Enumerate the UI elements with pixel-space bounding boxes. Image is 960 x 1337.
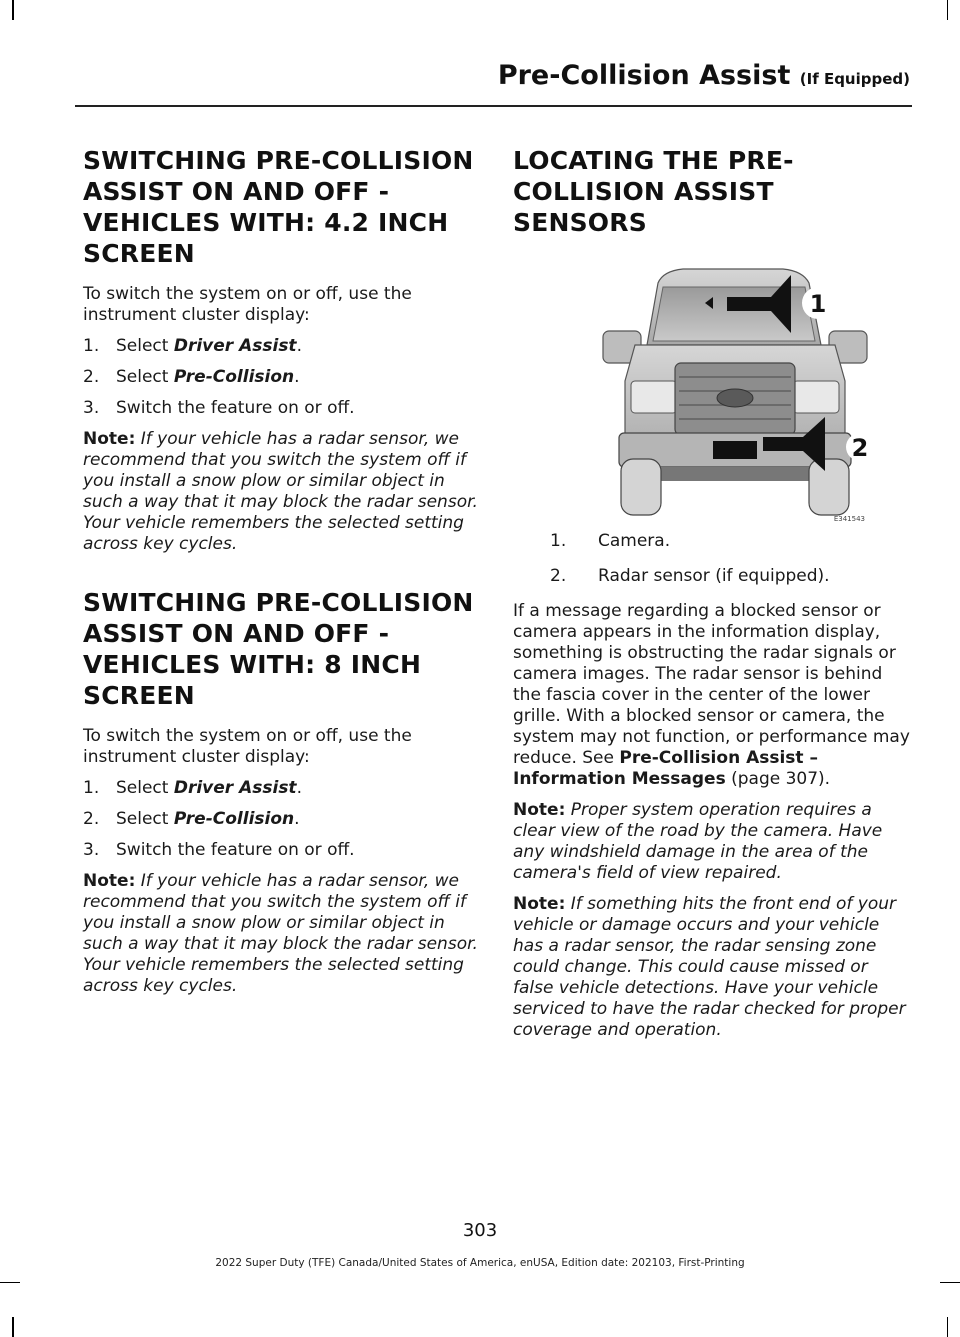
step-item [83, 778, 478, 799]
header-subtitle: (If Equipped) [799, 70, 910, 88]
note-label: Note: [83, 871, 136, 891]
step-suffix: . [296, 336, 302, 356]
note-text: If your vehicle has a radar sensor, we recommend that you switch the system off if you install a snow plow or similar object in such a way that it may block the radar sensor. Your vehicle remembers the selected setting across key cycles. [83, 429, 478, 554]
crop-mark [947, 0, 949, 20]
section-intro: To switch the system on or off, use the instrument cluster display: [83, 726, 412, 767]
note [83, 429, 478, 555]
callout-1: 1 [809, 290, 827, 318]
right-column [513, 145, 913, 1051]
step-number: 2. [83, 809, 100, 829]
footer-edition: 2022 Super Duty (TFE) Canada/United States of America, enUSA, Edition date: 202103, First-Printing [215, 1257, 745, 1269]
figure-legend [513, 531, 913, 587]
page-reference: (page 307). [725, 769, 831, 789]
step-item [83, 809, 478, 830]
menu-item-pre-collision: Pre-Collision [173, 367, 295, 387]
crop-mark [12, 0, 14, 20]
step-number: 3. [83, 840, 100, 860]
step-suffix: . [296, 778, 302, 798]
section-intro: To switch the system on or off, use the instrument cluster display: [83, 284, 412, 325]
menu-item-pre-collision: Pre-Collision [173, 809, 295, 829]
header-divider [75, 105, 912, 107]
note-label: Note: [513, 894, 566, 914]
step-text: Switch the feature on or off. [116, 840, 355, 860]
section-heading: LOCATING THE PRE-COLLISION ASSIST SENSORS [513, 146, 794, 237]
note [513, 800, 913, 884]
menu-item-driver-assist: Driver Assist [173, 336, 297, 356]
step-text: Select [116, 809, 174, 829]
crop-mark [940, 1282, 960, 1284]
steps-list [83, 778, 478, 861]
section-4-2-inch-screen [83, 145, 478, 555]
note-text: If something hits the front end of your vehicle or damage occurs and your vehicle has a radar sensor, the radar sensing zone could change. This could cause missed or false vehicle detections. Have your vehicle serviced to have the radar checked for proper coverage and operation. [513, 894, 906, 1040]
crop-mark [0, 1282, 20, 1284]
cross-reference-link[interactable]: Pre-Collision Assist – Information Messages [513, 748, 818, 789]
paragraph-text: If a message regarding a blocked sensor or camera appears in the information display, something is obstructing the radar signals or camera images. The radar sensor is behind the fascia cover in the center of the lower grille. With a blocked sensor or camera, the system may not function, or performance may reduce. See [513, 601, 910, 768]
crop-mark [947, 1317, 949, 1337]
crop-mark [12, 1317, 14, 1337]
blocked-sensor-paragraph [513, 601, 913, 790]
note-text: Proper system operation requires a clear view of the road by the camera. Have any windshield damage in the area of the camera's field of view repaired. [513, 800, 883, 883]
step-item [83, 840, 478, 861]
step-number: 1. [83, 336, 100, 356]
step-number: 2. [83, 367, 100, 387]
header-title: Pre-Collision Assist [497, 60, 791, 91]
step-item [83, 336, 478, 357]
legend-number: 2. [550, 566, 567, 586]
step-number: 1. [83, 778, 100, 798]
callout-2: 2 [851, 434, 869, 462]
legend-text: Camera. [598, 531, 671, 551]
note [513, 894, 913, 1041]
steps-list [83, 336, 478, 419]
menu-item-driver-assist: Driver Assist [173, 778, 297, 798]
step-suffix: . [294, 367, 300, 387]
step-item [83, 367, 478, 388]
step-suffix: . [294, 809, 300, 829]
legend-item [513, 531, 913, 552]
section-heading: SWITCHING PRE-COLLISION ASSIST ON AND OFF - VEHICLES WITH: 8 INCH SCREEN [83, 588, 474, 710]
page-header [498, 60, 910, 91]
note-label: Note: [83, 429, 136, 449]
note-text: If your vehicle has a radar sensor, we recommend that you switch the system off if you install a snow plow or similar object in such a way that it may block the radar sensor. Your vehicle remembers the selected setting across key cycles. [83, 871, 478, 996]
legend-number: 1. [550, 531, 567, 551]
truck-front-illustration [563, 253, 873, 523]
note [83, 871, 478, 997]
figure-code: E341543 [833, 515, 865, 523]
left-column [83, 145, 478, 1007]
truck-sensor-figure [563, 253, 873, 523]
step-number: 3. [83, 398, 100, 418]
legend-item [513, 566, 913, 587]
note-label: Note: [513, 800, 566, 820]
page-number: 303 [462, 1220, 498, 1241]
section-8-inch-screen [83, 587, 478, 997]
section-heading: SWITCHING PRE-COLLISION ASSIST ON AND OFF - VEHICLES WITH: 4.2 INCH SCREEN [83, 146, 474, 268]
step-text: Select [116, 336, 174, 356]
step-text: Select [116, 778, 174, 798]
step-text: Select [116, 367, 174, 387]
step-item [83, 398, 478, 419]
step-text: Switch the feature on or off. [116, 398, 355, 418]
legend-text: Radar sensor (if equipped). [598, 566, 830, 586]
